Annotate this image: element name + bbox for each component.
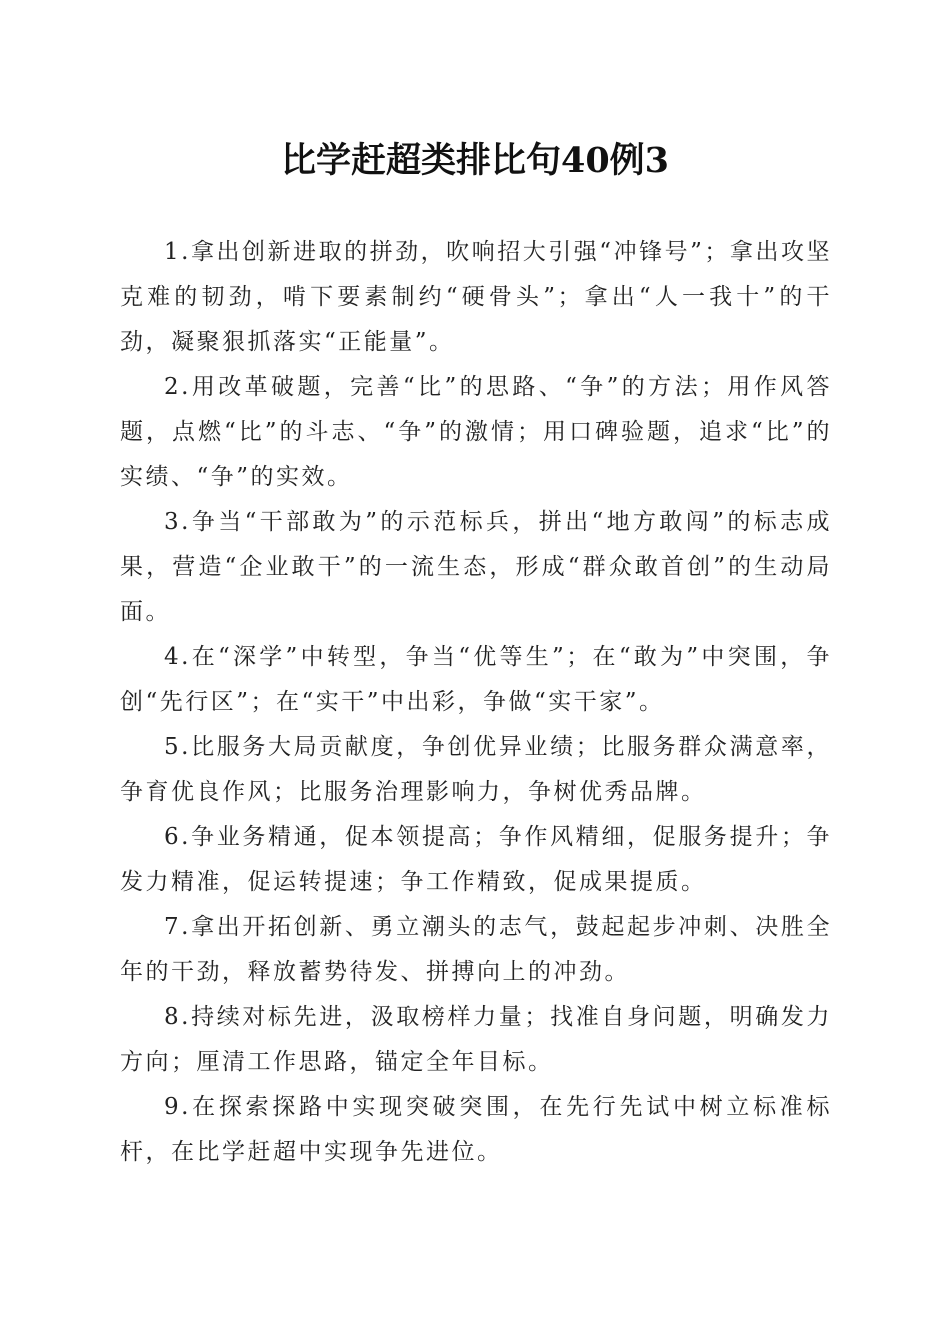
paragraph-8: 8.持续对标先进，汲取榜样力量；找准自身问题，明确发力方向；厘清工作思路，锚定全年目标。 <box>120 1004 832 1075</box>
paragraph-4: 4.在“深学”中转型，争当“优等生”；在“敢为”中突围，争创“先行区”；在“实干”中出彩，争做“实干家”。 <box>120 644 832 715</box>
document-body <box>120 230 832 1175</box>
paragraph-2: 2.用改革破题，完善“比”的思路、“争”的方法；用作风答题，点燃“比”的斗志、“争”的激情；用口碑验题，追求“比”的实绩、“争”的实效。 <box>120 374 832 490</box>
paragraph-7: 7.拿出开拓创新、勇立潮头的志气，鼓起起步冲刺、决胜全年的干劲，释放蓄势待发、拼搏向上的冲劲。 <box>120 914 832 985</box>
paragraph-5: 5.比服务大局贡献度，争创优异业绩；比服务群众满意率，争育优良作风；比服务治理影响力，争树优秀品牌。 <box>120 734 832 805</box>
paragraph-9: 9.在探索探路中实现突破突围，在先行先试中树立标准标杆，在比学赶超中实现争先进位。 <box>120 1094 832 1165</box>
paragraph-3: 3.争当“干部敢为”的示范标兵，拼出“地方敢闯”的标志成果，营造“企业敢干”的一流生态，形成“群众敢首创”的生动局面。 <box>120 509 832 625</box>
paragraph-1: 1.拿出创新进取的拼劲，吹响招大引强“冲锋号”；拿出攻坚克难的韧劲，啃下要素制约“硬骨头”；拿出“人一我十”的干劲，凝聚狠抓落实“正能量”。 <box>120 239 832 355</box>
document-title: 比学赶超类排比句40例3 <box>280 140 670 181</box>
paragraph-6: 6.争业务精通，促本领提高；争作风精细，促服务提升；争发力精准，促运转提速；争工作精致，促成果提质。 <box>120 824 832 895</box>
